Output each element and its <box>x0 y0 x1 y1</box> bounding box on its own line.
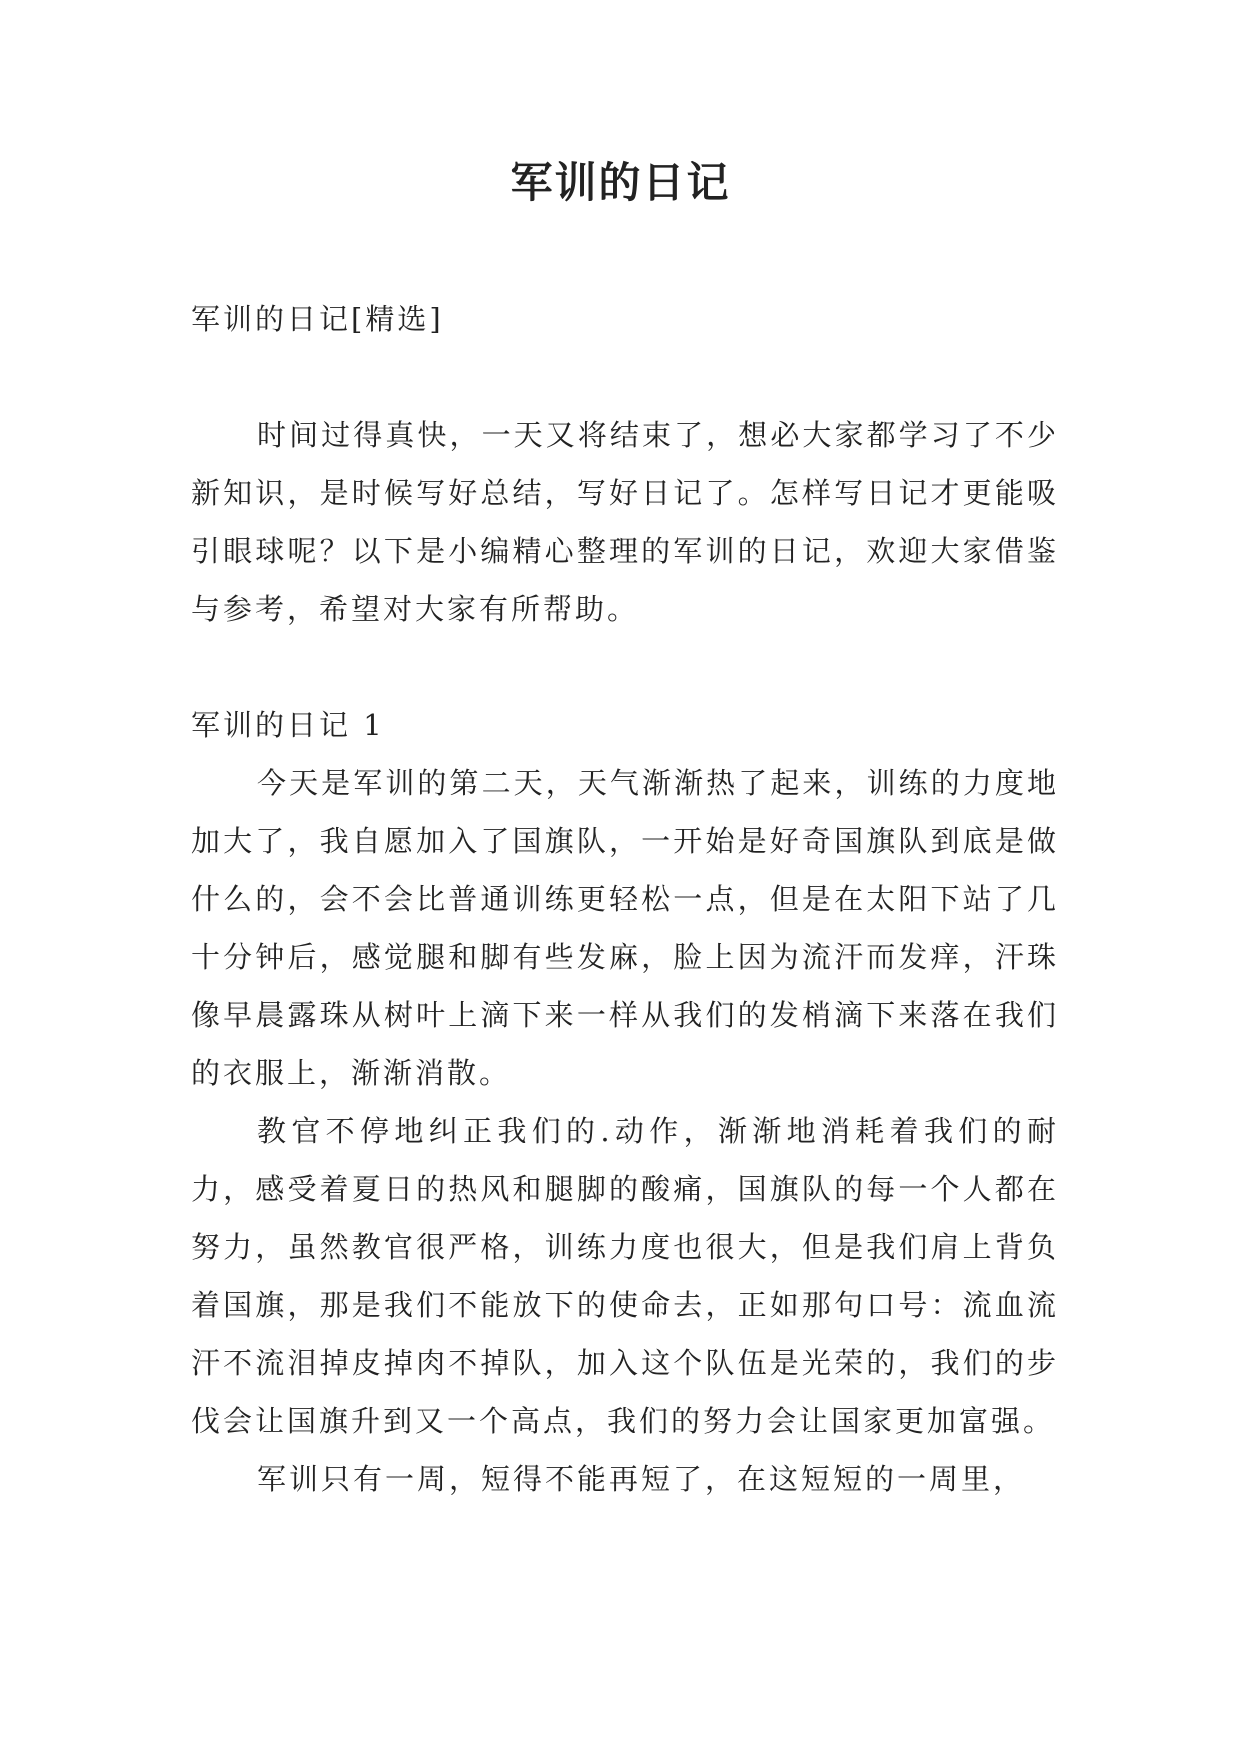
body-paragraph-2: 教官不停地纠正我们的.动作，渐渐地消耗着我们的耐力，感受着夏日的热风和腿脚的酸痛，国旗队的每一个人都在努力，虽然教官很严格，训练力度也很大，但是我们肩上背负着国旗，那是我们不能放下的使命去，正如那句口号：流血流汗不流泪掉皮掉肉不掉队，加入这个队伍是光荣的，我们的步伐会让国旗升到又一个高点，我们的努力会让国家更加富强。 <box>191 1114 1059 1438</box>
document-title: 军训的日记 <box>510 158 731 207</box>
body-paragraph-1: 今天是军训的第二天，天气渐渐热了起来，训练的力度地加大了，我自愿加入了国旗队，一开始是好奇国旗队到底是做什么的，会不会比普通训练更轻松一点，但是在太阳下站了几十分钟后，感觉腿和脚有些发麻，脸上因为流汗而发痒，汗珠像早晨露珠从树叶上滴下来一样从我们的发梢滴下来落在我们的衣服上，渐渐消散。 <box>191 766 1059 1090</box>
intro-paragraph: 时间过得真快，一天又将结束了，想必大家都学习了不少新知识，是时候写好总结，写好日记了。怎样写日记才更能吸引眼球呢？以下是小编精心整理的军训的日记，欢迎大家借鉴与参考，希望对大家有所帮助。 <box>191 418 1059 626</box>
section-heading: 军训的日记 1 <box>191 708 385 742</box>
document-body <box>191 290 1059 1508</box>
document-subtitle: 军训的日记[精选] <box>191 302 444 336</box>
body-paragraph-3: 军训只有一周，短得不能再短了，在这短短的一周里， <box>257 1462 1026 1496</box>
